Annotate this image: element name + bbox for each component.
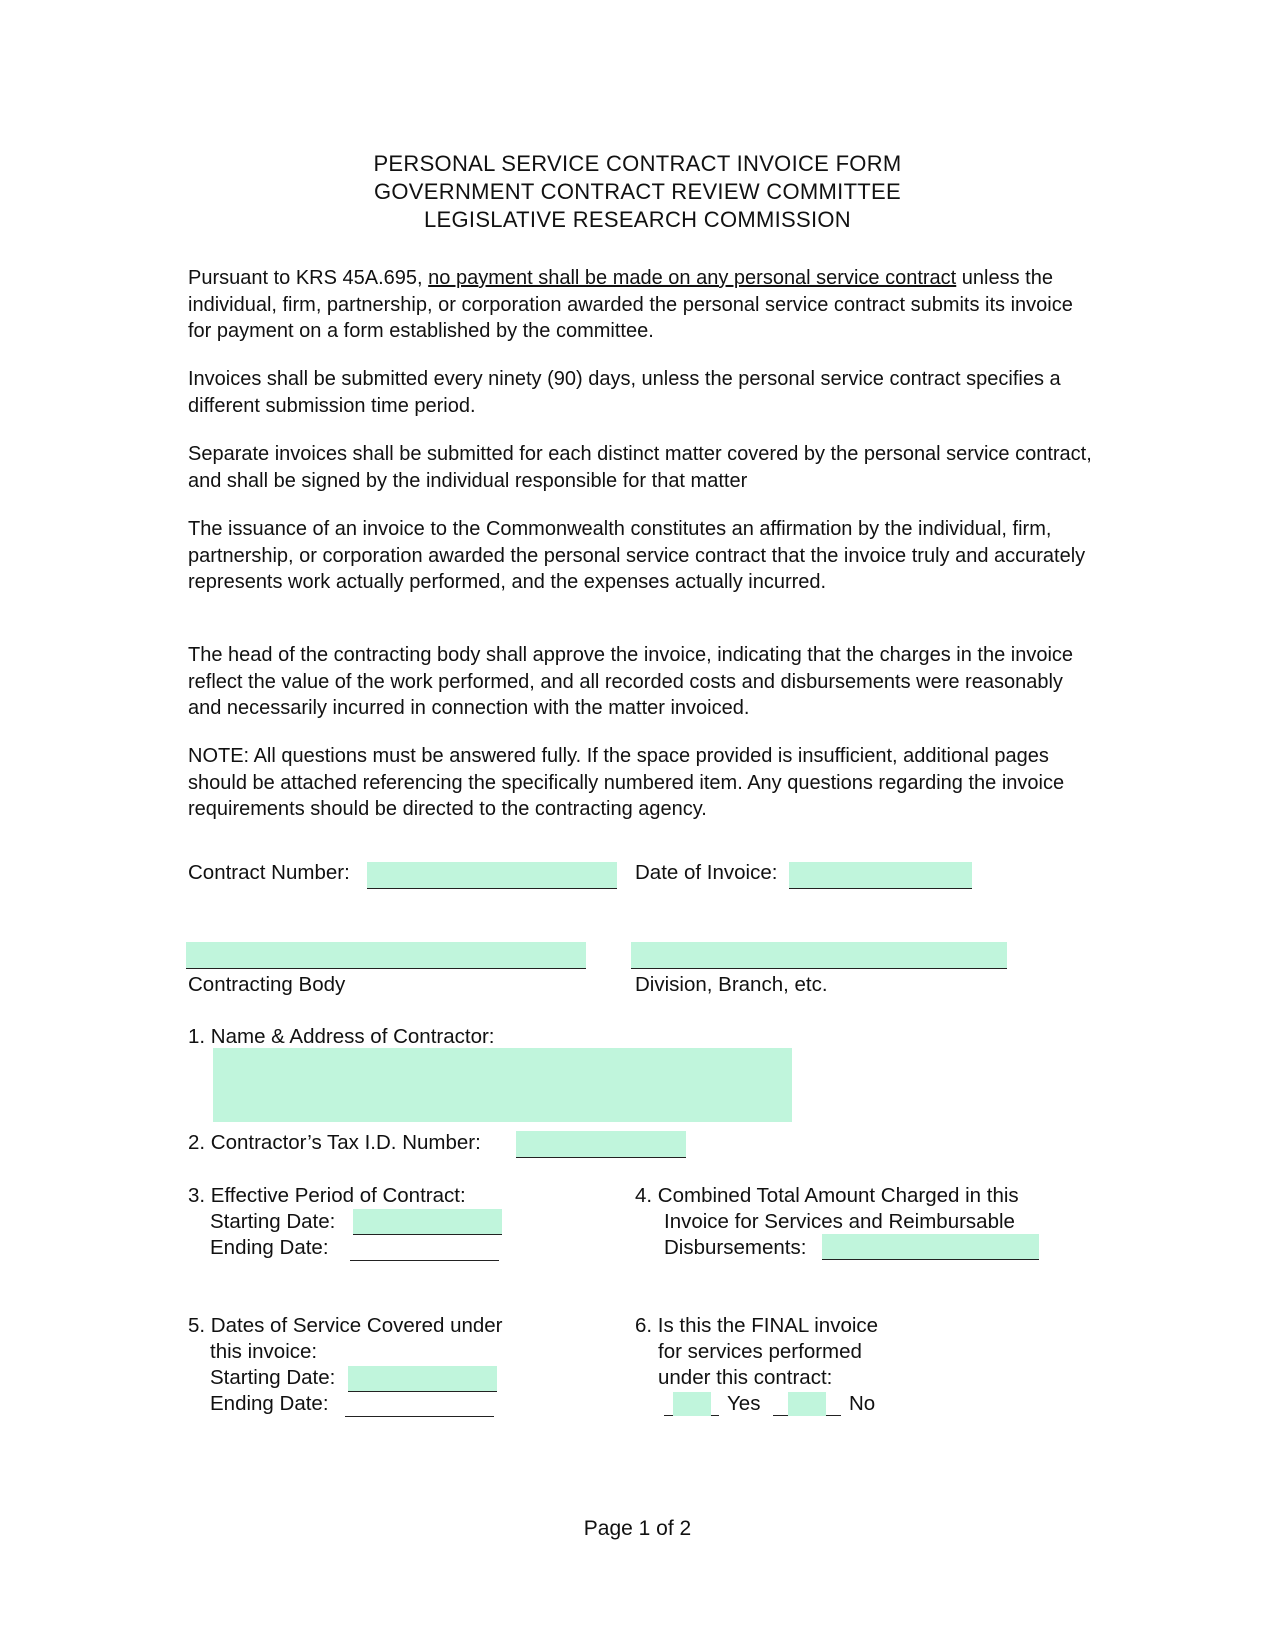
paragraph-krs-start: Pursuant to KRS 45A.695, — [188, 267, 429, 289]
form-header — [0, 150, 1275, 234]
q1-label: 1. Name & Address of Contractor: — [188, 1025, 495, 1048]
paragraph-krs-underlined: no payment shall be made on any personal service contract — [428, 267, 957, 289]
q3-starting-date-field[interactable] — [353, 1209, 502, 1235]
q4-label-line3: Disbursements: — [664, 1236, 807, 1259]
paragraph-krs-end: unless the individual, firm, partnership, or corporation awarded the personal service contract submits its invoice for payment on a form established by the committee. — [188, 267, 1073, 342]
q6-label-line3: under this contract: — [658, 1366, 833, 1389]
paragraph-submission-period: Invoices shall be submitted every ninety (90) days, unless the personal service contract specifies a different submission time period. — [188, 368, 1061, 417]
page-number: Page 1 of 2 — [583, 1517, 692, 1540]
q4-amount-field[interactable] — [822, 1234, 1039, 1260]
q3-label: 3. Effective Period of Contract: — [188, 1184, 466, 1207]
date-of-invoice-label: Date of Invoice: — [635, 861, 778, 884]
contractor-name-address-field[interactable] — [213, 1048, 792, 1122]
paragraph-krs — [188, 265, 1098, 345]
q5-starting-date-label: Starting Date: — [210, 1366, 336, 1389]
header-committee: GOVERNMENT CONTRACT REVIEW COMMITTEE — [373, 179, 901, 204]
paragraph-separate-invoices: Separate invoices shall be submitted for each distinct matter covered by the personal service contract, and shall be signed by the individual responsible for that matter — [188, 443, 1092, 492]
q2-label: 2. Contractor’s Tax I.D. Number: — [188, 1131, 481, 1154]
paragraph-affirmation: The issuance of an invoice to the Commonwealth constitutes an affirmation by the individual, firm, partnership, or corporation awarded the personal service contract that the invoice truly and accurately represents work actually performed, and the expenses actually incurred. — [188, 518, 1086, 593]
contracting-body-label: Contracting Body — [188, 973, 346, 996]
q3-ending-date-field[interactable] — [350, 1236, 499, 1261]
date-of-invoice-field[interactable] — [789, 862, 972, 889]
contract-number-field[interactable] — [367, 862, 617, 889]
division-label: Division, Branch, etc. — [635, 973, 828, 996]
q6-label-line2: for services performed — [658, 1340, 862, 1363]
tax-id-field[interactable] — [516, 1131, 686, 1158]
paragraph-note: NOTE: All questions must be answered fully. If the space provided is insufficient, additional pages should be attached referencing the specifically numbered item. Any questions regarding the invoice requirements should be directed to the contracting agency. — [188, 745, 1065, 820]
division-field[interactable] — [631, 942, 1007, 969]
q3-starting-date-label: Starting Date: — [210, 1210, 336, 1233]
header-title: PERSONAL SERVICE CONTRACT INVOICE FORM — [373, 151, 902, 176]
final-no-field[interactable] — [788, 1392, 826, 1416]
yes-label: Yes — [727, 1392, 761, 1415]
q6-label-line1: 6. Is this the FINAL invoice — [635, 1314, 879, 1337]
paragraph-approval: The head of the contracting body shall approve the invoice, indicating that the charges in the invoice reflect the value of the work performed, and all recorded costs and disbursements were reasonably and necessarily incurred in connection with the matter invoiced. — [188, 644, 1074, 719]
q5-ending-date-field[interactable] — [345, 1392, 494, 1417]
q5-label-line2: this invoice: — [210, 1340, 318, 1363]
no-label: No — [849, 1392, 876, 1415]
q5-label-line1: 5. Dates of Service Covered under — [188, 1314, 503, 1337]
q3-ending-date-label: Ending Date: — [210, 1236, 329, 1259]
contracting-body-field[interactable] — [186, 942, 586, 969]
header-commission: LEGISLATIVE RESEARCH COMMISSION — [424, 207, 851, 232]
q4-label-line1: 4. Combined Total Amount Charged in this — [635, 1184, 1019, 1207]
q4-label-line2: Invoice for Services and Reimbursable — [664, 1210, 1015, 1233]
contract-number-label: Contract Number: — [188, 861, 350, 884]
q5-starting-date-field[interactable] — [348, 1366, 497, 1392]
final-yes-field[interactable] — [673, 1392, 711, 1416]
q5-ending-date-label: Ending Date: — [210, 1392, 329, 1415]
